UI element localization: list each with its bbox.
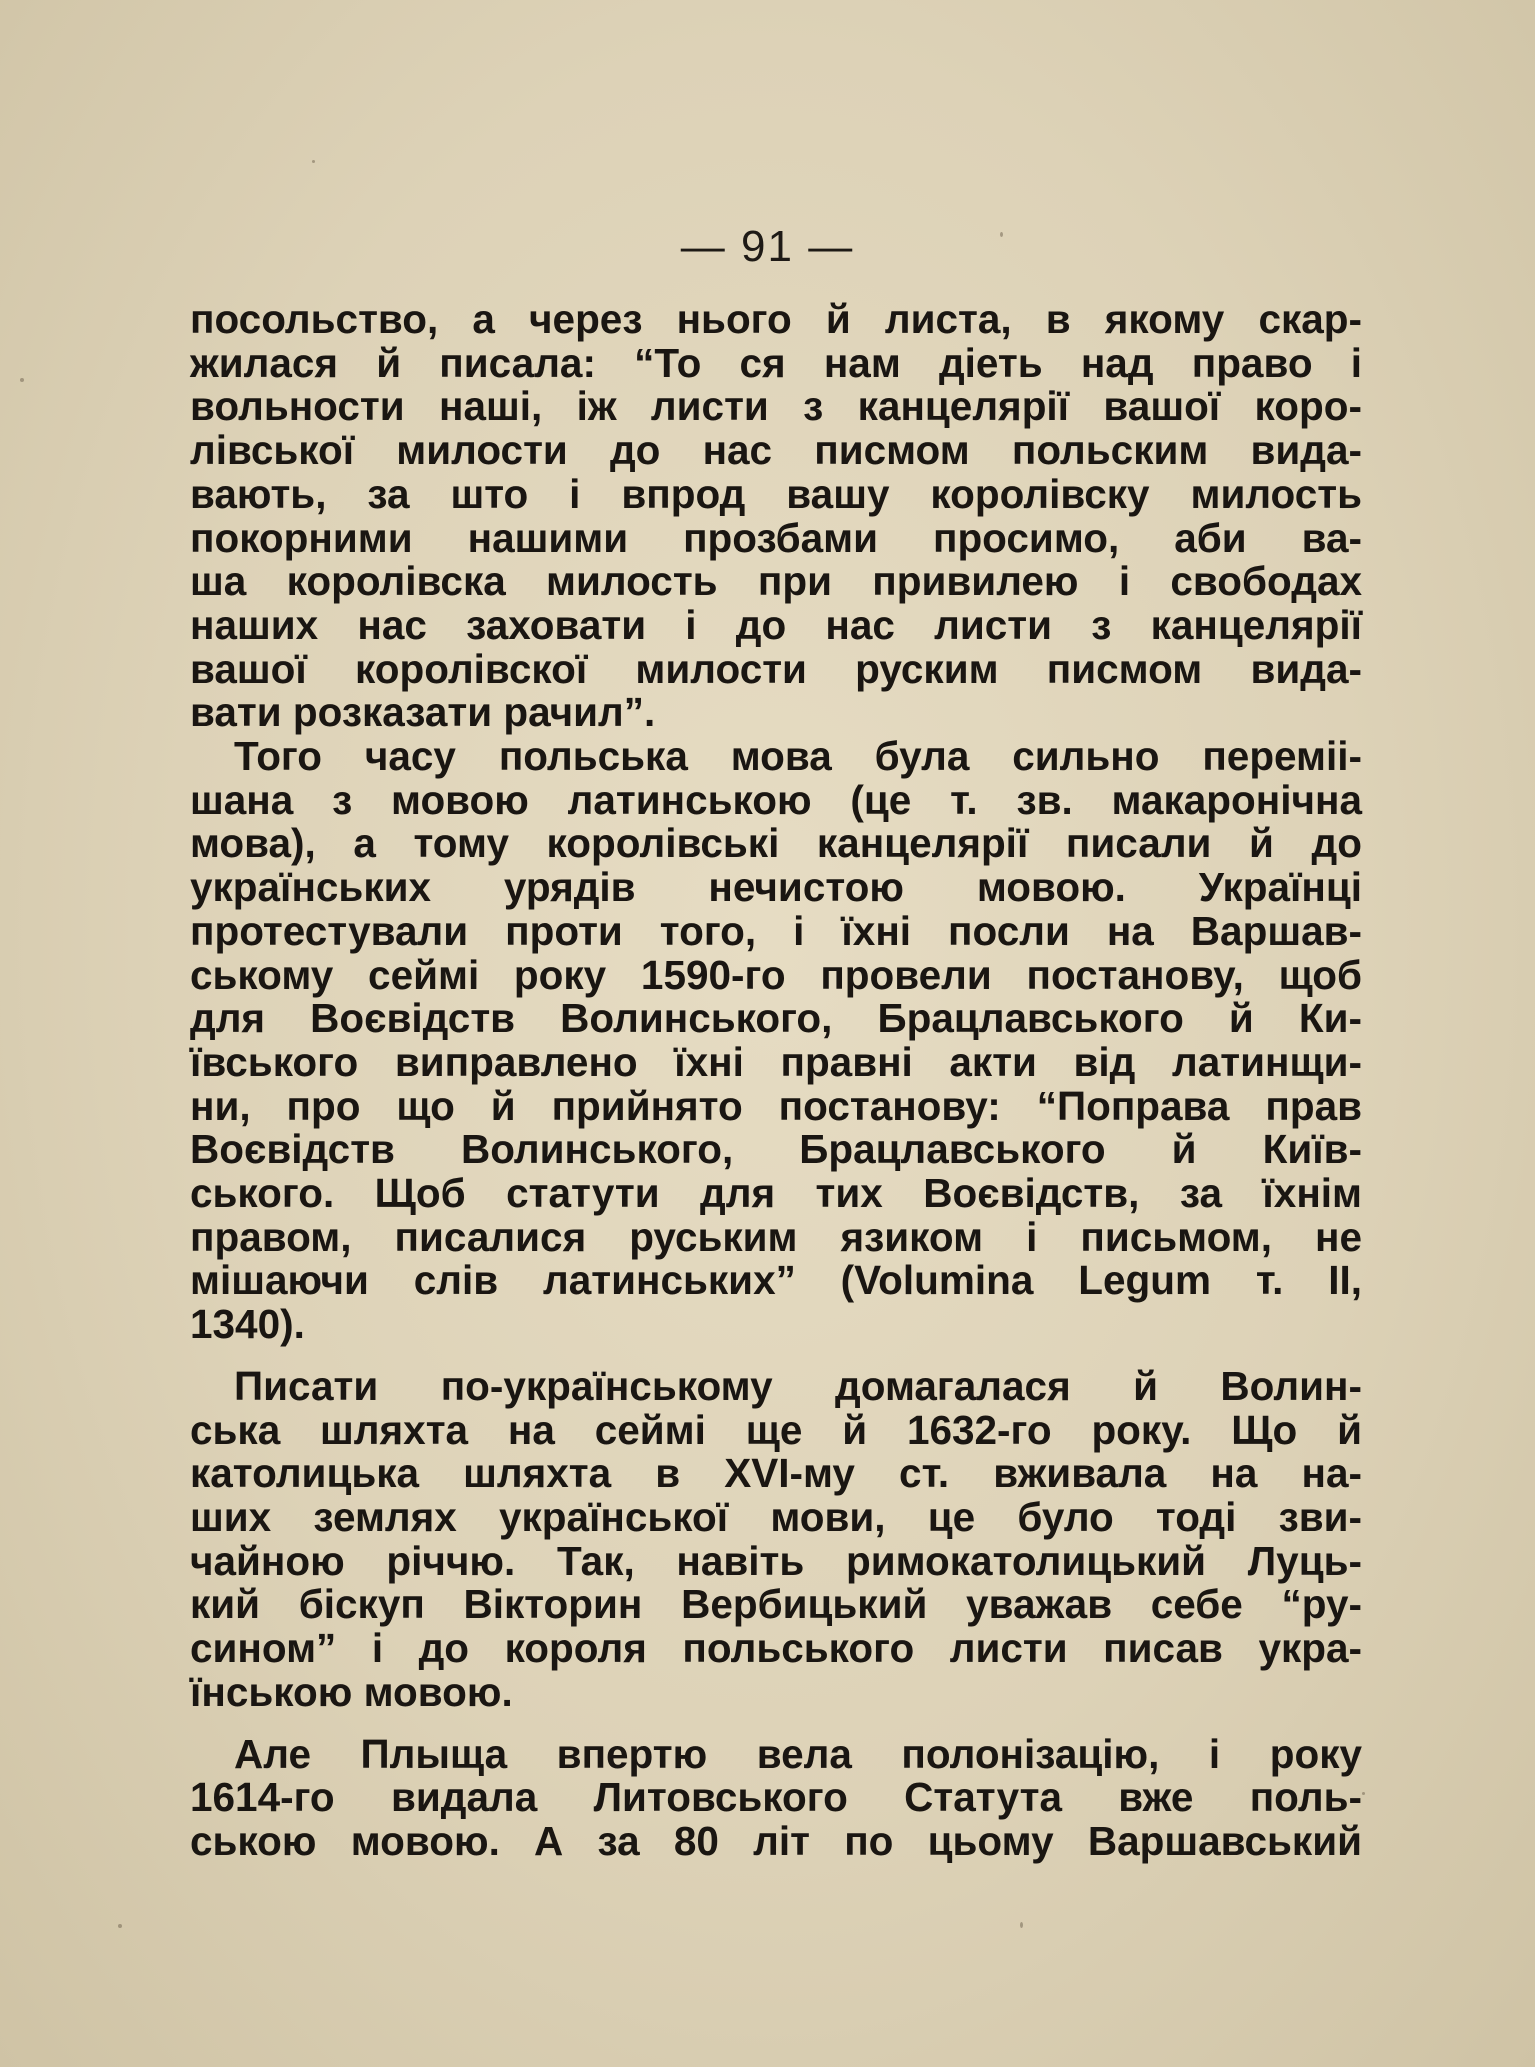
text-line: сином” і до короля польського листи писав укра- bbox=[190, 1625, 1362, 1672]
text-line: вашої королівскої милости руским писмом вида- bbox=[190, 645, 1362, 692]
paper-speck bbox=[1000, 232, 1003, 237]
text-line: мова), а тому королівські канцелярії писали й до bbox=[190, 820, 1362, 867]
text-line: покорними нашими прозбами просимо, аби ва- bbox=[190, 514, 1362, 561]
paper-speck bbox=[1020, 1922, 1023, 1928]
text-line: наших нас заховати і до нас листи з канцелярії bbox=[190, 601, 1362, 648]
text-line: ська шляхта на сеймі ще й 1632-го року. Що й bbox=[190, 1406, 1362, 1453]
paragraph-1 bbox=[190, 298, 1362, 735]
text-line: ською мовою. А за 80 літ по цьому Варшавський bbox=[190, 1817, 1362, 1864]
text-line: кий біскуп Вікторин Вербицький уважав себе “ру- bbox=[190, 1581, 1362, 1628]
text-line: правом, писалися руським язиком і письмом, не bbox=[190, 1213, 1362, 1260]
text-line: 1340). bbox=[190, 1301, 305, 1348]
body-text bbox=[190, 298, 1362, 1864]
text-line: українських урядів нечистою мовою. Українці bbox=[190, 864, 1362, 911]
page-number: — 91 — bbox=[680, 222, 855, 271]
text-line: мішаючи слів латинських” (Volumina Legum т. II, bbox=[190, 1257, 1362, 1304]
text-line: протестували проти того, і їхні посли на Варшав- bbox=[190, 907, 1362, 954]
text-line: Але Плыща впертю вела полонізацію, і року bbox=[234, 1730, 1362, 1777]
paragraph-3 bbox=[190, 1362, 1362, 1715]
text-line: вольности наші, іж листи з канцелярії вашої коро- bbox=[190, 383, 1362, 430]
text-line: вати розказати рачил”. bbox=[190, 689, 656, 736]
text-line: ша королівска милость при привилею і свободах bbox=[190, 558, 1362, 605]
text-line: для Воєвідств Волинського, Брацлавського й Ки- bbox=[190, 995, 1362, 1042]
text-line: посольство, а через нього й листа, в якому скар- bbox=[190, 296, 1362, 342]
paper-speck bbox=[118, 1924, 122, 1928]
text-line: шана з мовою латинською (це т. зв. макаронічна bbox=[190, 776, 1362, 823]
text-line: католицька шляхта в XVI-му ст. вживала на на- bbox=[190, 1450, 1362, 1497]
text-line: Писати по-українському домагалася й Волин- bbox=[234, 1362, 1362, 1409]
text-line: ни, про що й прийнято постанову: “Поправа прав bbox=[190, 1082, 1362, 1129]
text-line: 1614-го видала Литовського Статута вже поль- bbox=[190, 1774, 1362, 1821]
text-line: їнською мовою. bbox=[190, 1668, 513, 1715]
paper-speck bbox=[20, 378, 24, 382]
text-line: жилася й писала: “То ся нам діеть над право і bbox=[190, 339, 1362, 386]
text-line: ському сеймі року 1590-го провели постанову, щоб bbox=[190, 951, 1362, 998]
paragraph-4 bbox=[190, 1730, 1362, 1864]
text-line: чайною річчю. Так, навіть римокатолицький Луць- bbox=[190, 1537, 1362, 1584]
text-line: Того часу польська мова була сильно переміі- bbox=[234, 733, 1362, 780]
text-line: Воєвідств Волинського, Брацлавського й Київ- bbox=[190, 1126, 1362, 1173]
text-line: ського. Щоб статути для тих Воєвідств, за їхнім bbox=[190, 1170, 1362, 1217]
text-line: лівської милости до нас писмом польским вида- bbox=[190, 427, 1362, 474]
text-line: вають, за што і впрод вашу королівску милость bbox=[190, 470, 1362, 517]
text-line: ївського виправлено їхні правні акти від латинщи- bbox=[190, 1038, 1362, 1085]
paper-speck bbox=[312, 160, 315, 163]
text-line: ших землях української мови, це було тоді зви- bbox=[190, 1493, 1362, 1540]
paper-speck bbox=[1362, 1792, 1365, 1795]
paragraph-2 bbox=[190, 735, 1362, 1347]
